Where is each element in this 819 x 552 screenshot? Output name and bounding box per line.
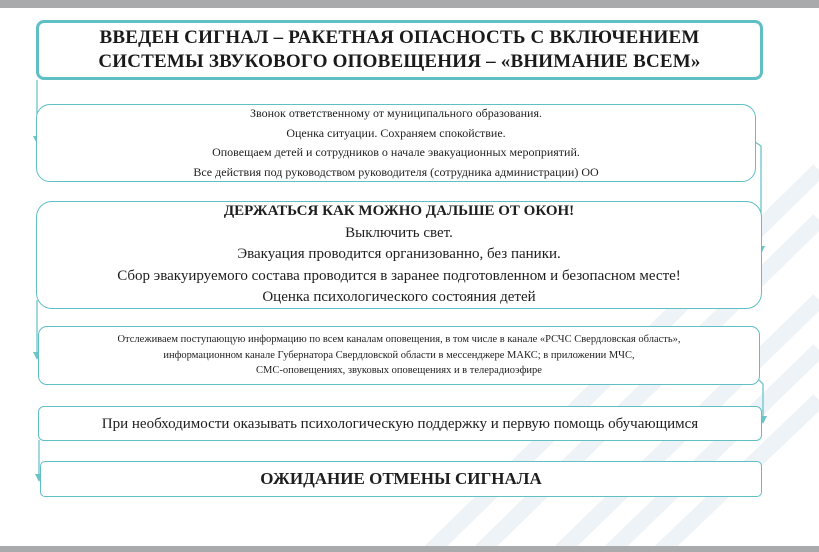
step-notify-line: Оповещаем детей и сотрудников о начале эвакуационных мероприятий. — [212, 145, 580, 159]
step-evacuation-line: Выключить свет. — [345, 224, 453, 241]
step-wait-box — [40, 461, 762, 497]
signal-title-line-2: СИСТЕМЫ ЗВУКОВОГО ОПОВЕЩЕНИЯ – «ВНИМАНИЕ ВСЕМ» — [98, 51, 701, 72]
step-evacuation-line: Эвакуация проводится организованно, без паники. — [237, 246, 561, 263]
bottom-bar — [0, 546, 819, 552]
step-evacuation-line: Сбор эвакуируемого состава проводится в заранее подготовленном и безопасном месте! — [117, 267, 681, 284]
step-monitoring-box — [38, 326, 760, 385]
step-support-box — [38, 406, 762, 441]
step-evacuation-box — [36, 201, 762, 309]
step-wait-text: ОЖИДАНИЕ ОТМЕНЫ СИГНАЛА — [260, 469, 542, 488]
signal-header-box — [36, 20, 763, 80]
signal-title-line-1: ВВЕДЕН СИГНАЛ – РАКЕТНАЯ ОПАСНОСТЬ С ВКЛЮЧЕНИЕМ — [99, 27, 700, 48]
step-notify-line: Звонок ответственному от муниципального образования. — [250, 106, 542, 120]
step-evacuation-line: Оценка психологического состояния детей — [262, 289, 536, 306]
step-support-text: При необходимости оказывать психологическую поддержку и первую помощь обучающимся — [101, 415, 699, 432]
step-monitoring-line: СМС-оповещениях, звуковых оповещениях и в телерадиоэфире — [256, 365, 542, 377]
step-notify-line: Все действия под руководством руководителя (сотрудника администрации) ОО — [193, 164, 599, 179]
step-notify-line: Оценка ситуации. Сохраняем спокойствие. — [286, 125, 506, 140]
windows-warning: ДЕРЖАТЬСЯ КАК МОЖНО ДАЛЬШЕ ОТ ОКОН! — [223, 203, 575, 220]
step-monitoring-line: информационном канале Губернатора Свердловской области в мессенджере МАКС; в приложении МЧС, — [163, 349, 635, 361]
step-monitoring-line: Отслеживаем поступающую информацию по всем каналам оповещения, в том числе в канале «РСЧС Свердловская область», — [117, 334, 681, 346]
step-notify-box — [36, 104, 756, 182]
